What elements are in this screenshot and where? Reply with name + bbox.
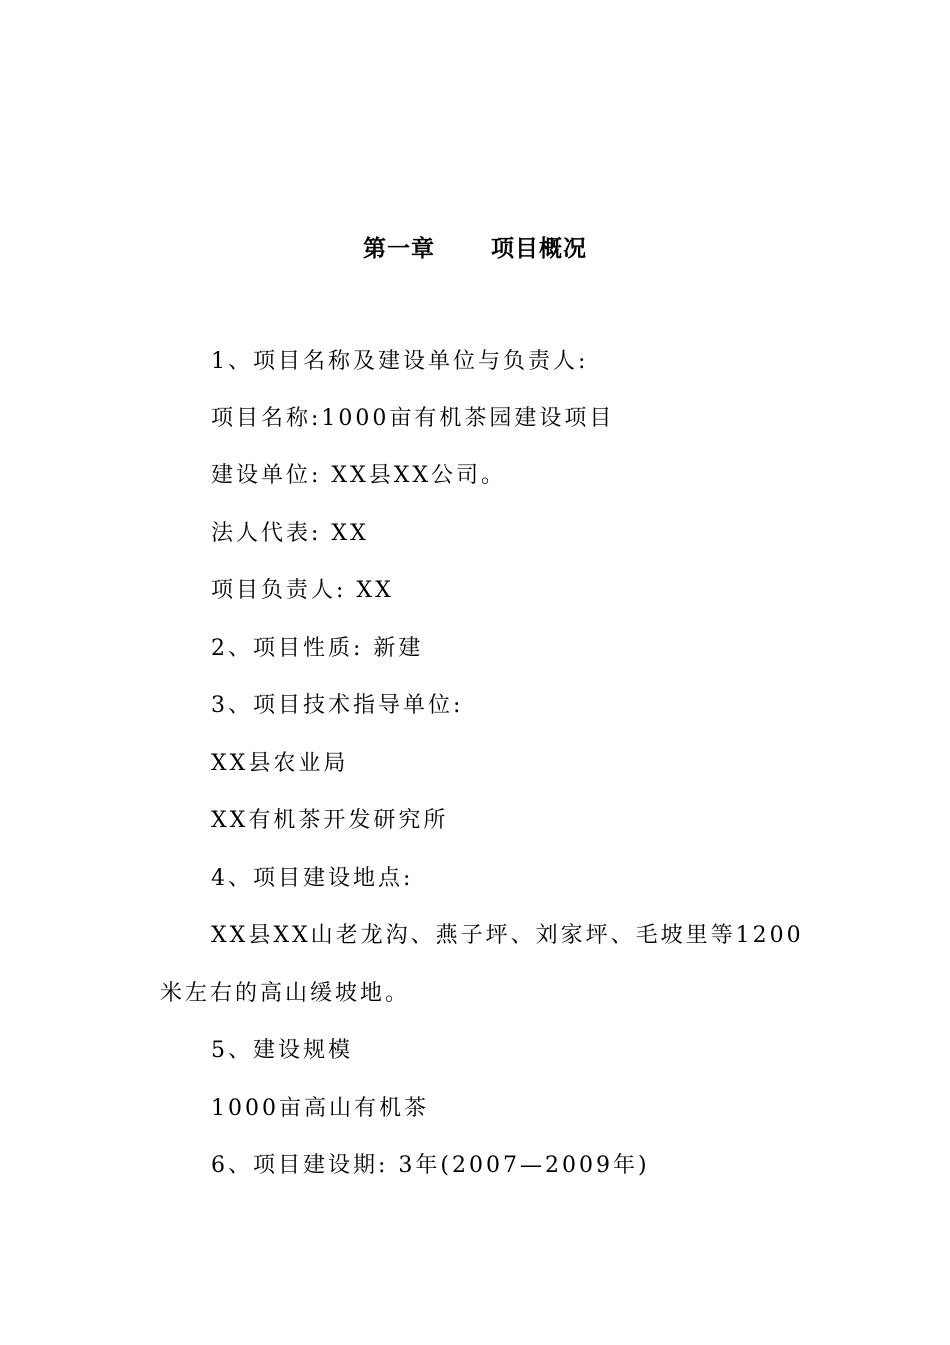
section-2-line: 2、项目性质: 新建 (211, 636, 424, 661)
section-4-heading: 4、项目建设地点: (211, 866, 414, 891)
construction-unit-line: 建设单位: XX县XX公司。 (211, 463, 507, 488)
chapter-number: 第一章 (363, 236, 435, 262)
section-5-heading: 5、建设规模 (211, 1038, 353, 1063)
location-line-1: XX县XX山老龙沟、燕子坪、刘家坪、毛坡里等1200 (211, 923, 804, 948)
section-3-heading: 3、项目技术指导单位: (211, 693, 464, 718)
guidance-unit-1: XX县农业局 (211, 751, 349, 776)
legal-representative-line: 法人代表: XX (211, 521, 369, 546)
project-leader-line: 项目负责人: XX (211, 578, 394, 603)
project-name-line: 项目名称:1000亩有机茶园建设项目 (211, 406, 615, 431)
guidance-unit-2: XX有机茶开发研究所 (211, 808, 449, 833)
section-6-line: 6、项目建设期: 3年(2007—2009年) (211, 1153, 650, 1178)
section-1-heading: 1、项目名称及建设单位与负责人: (211, 349, 589, 374)
chapter-heading (0, 230, 950, 263)
scale-line: 1000亩高山有机茶 (211, 1096, 429, 1121)
location-line-2: 米左右的高山缓坡地。 (160, 981, 411, 1006)
chapter-title: 项目概况 (491, 236, 587, 262)
